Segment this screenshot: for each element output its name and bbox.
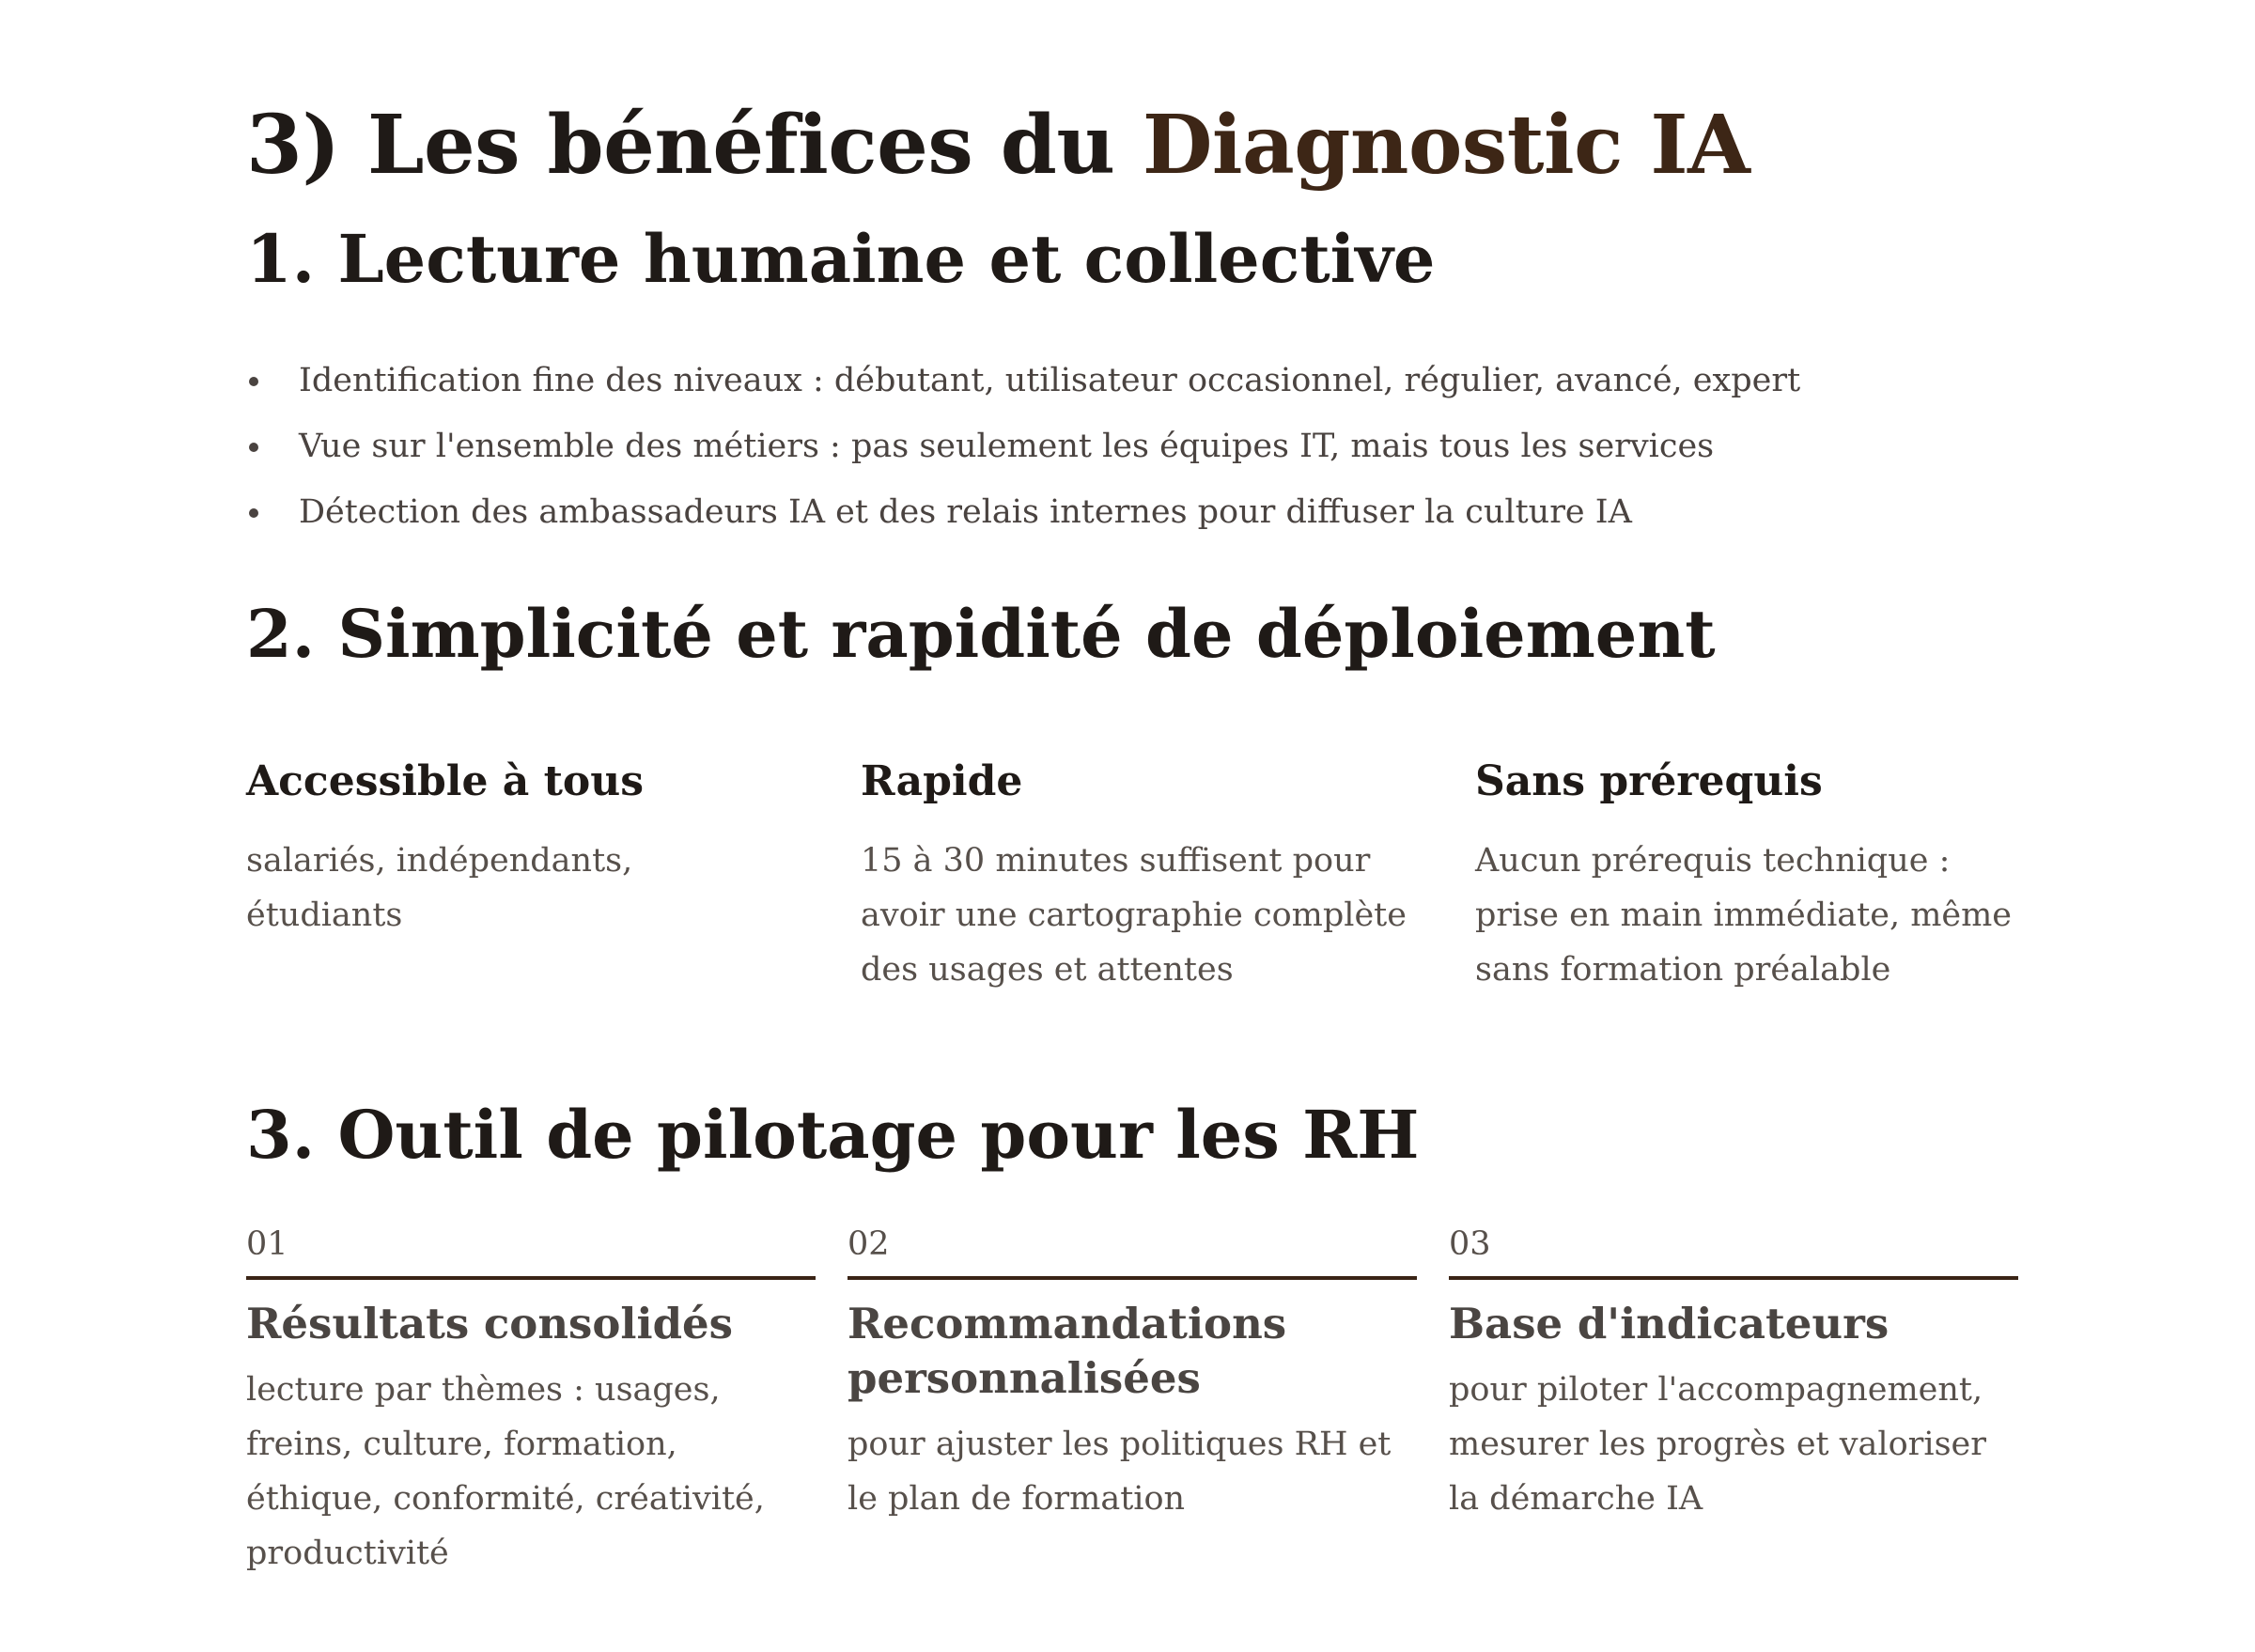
card-number: 03 (1449, 1225, 1491, 1263)
section-title-simplicite: 2. Simplicité et rapidité de déploiement (246, 595, 1716, 673)
card-title: Recommandations personnalisées (848, 1299, 1287, 1403)
card-number: 02 (848, 1225, 890, 1263)
feature-title: Sans prérequis (1475, 757, 1823, 805)
feature-title: Rapide (861, 757, 1023, 805)
card-divider (1449, 1276, 2018, 1280)
bullet-dot-icon (249, 508, 258, 518)
card-number: 01 (246, 1225, 288, 1263)
feature-card-sans-prerequis (1475, 757, 2039, 997)
section-title-lecture: 1. Lecture humaine et collective (246, 220, 1436, 298)
bullet-item (246, 479, 1800, 545)
bullet-text: Identification fine des niveaux : débutant, utilisateur occasionnel, régulier, avancé, expert (299, 362, 1801, 399)
page-title-accent: Diagnostic IA (1142, 98, 1750, 193)
bullet-item (246, 348, 1800, 413)
feature-text: 15 à 30 minutes suffisent pour avoir une cartographie complète des usages et attentes (861, 841, 1407, 989)
bullet-text: Vue sur l'ensemble des métiers : pas seulement les équipes IT, mais tous les services (299, 428, 1715, 465)
card-text: pour piloter l'accompagnement, mesurer les progrès et valoriser la démarche IA (1449, 1371, 1986, 1518)
bullet-dot-icon (249, 377, 258, 386)
bullet-item (246, 413, 1800, 479)
feature-card-accessible (246, 757, 810, 943)
card-title: Base d'indicateurs (1449, 1299, 1890, 1348)
feature-text: Aucun prérequis technique : prise en main immédiate, même sans formation préalable (1475, 841, 2013, 989)
section-title-pilotage: 3. Outil de pilotage pour les RH (246, 1096, 1420, 1174)
card-text: pour ajuster les politiques RH et le plan de formation (848, 1426, 1392, 1518)
feature-card-rapide (861, 757, 1424, 997)
page-title-prefix: 3) Les bénéfices du (246, 98, 1143, 193)
bullet-dot-icon (249, 443, 258, 452)
benefits-bullet-list (246, 348, 1800, 545)
page-title (246, 100, 1750, 193)
card-text: lecture par thèmes : usages, freins, culture, formation, éthique, conformité, créativité, productivité (246, 1371, 765, 1572)
pilotage-card-resultats (246, 1222, 816, 1581)
card-title: Résultats consolidés (246, 1299, 734, 1348)
card-divider (848, 1276, 1417, 1280)
feature-title: Accessible à tous (246, 757, 645, 805)
feature-text: salariés, indépendants, étudiants (246, 841, 633, 934)
card-divider (246, 1276, 816, 1280)
bullet-text: Détection des ambassadeurs IA et des relais internes pour diffuser la culture IA (299, 493, 1632, 531)
pilotage-card-indicateurs (1449, 1222, 2018, 1526)
pilotage-card-recommandations (848, 1222, 1417, 1526)
